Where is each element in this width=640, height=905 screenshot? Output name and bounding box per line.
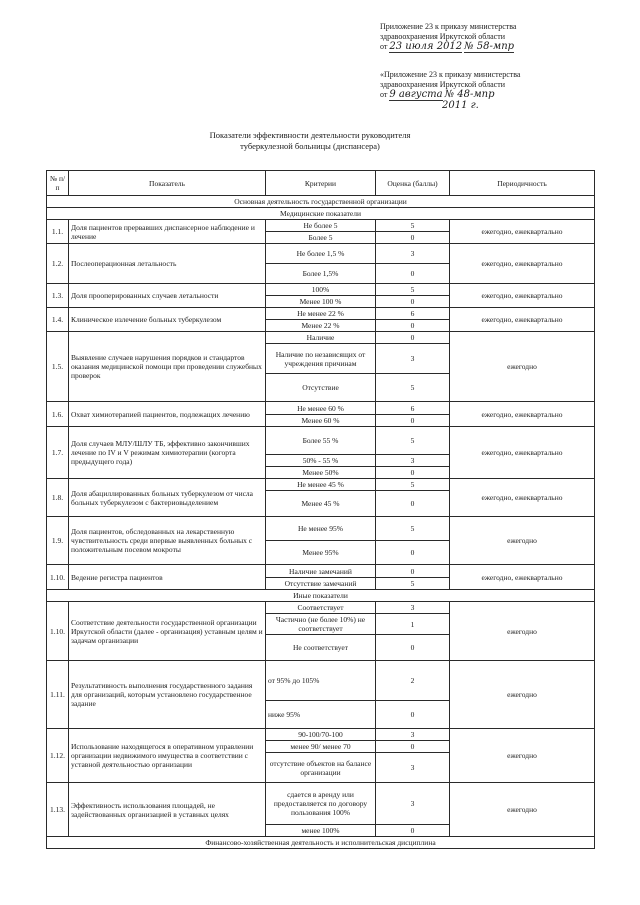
criterion: Соответствует [266,602,376,614]
periodicity: ежегодно, ежеквартально [450,427,595,479]
criterion: Более 5 [266,232,376,244]
score: 0 [376,467,450,479]
criterion: Менее 45 % [266,491,376,517]
criterion: менее 100% [266,825,376,837]
criterion: Менее 95% [266,541,376,565]
criterion: 90-100/70-100 [266,729,376,741]
criterion: Менее 60 % [266,415,376,427]
table-row [47,427,595,455]
score: 6 [376,402,450,415]
criterion: менее 90/ менее 70 [266,741,376,753]
indicators-table [46,170,595,849]
indicator-name: Послеоперационная летальность [69,244,266,284]
criterion: 50% - 55 % [266,455,376,467]
indicator-name: Ведение регистра пациентов [69,565,266,590]
indicator-name: Доля прооперированных случаев летальности [69,284,266,308]
criterion: сдается в аренду или предоставляется по договору пользования 100% [266,783,376,825]
header-line: «Приложение 23 к приказу министерства [380,70,521,79]
criterion: Менее 50% [266,467,376,479]
criterion: Частично (не более 10%) не соответствует [266,614,376,635]
row-number: 1.6. [47,402,69,427]
table-row [47,479,595,491]
indicator-name: Доля абациллированных больных туберкулезом от числа больных туберкулезом с бактериовыделением [69,479,266,517]
section-header: Медицинские показатели [47,208,595,220]
criterion: Не более 5 [266,220,376,232]
score: 0 [376,296,450,308]
score: 5 [376,374,450,402]
row-number: 1.9. [47,517,69,565]
criterion: Не более 1,5 % [266,244,376,264]
score: 5 [376,479,450,491]
table-row [47,565,595,578]
row-number: 1.2. [47,244,69,284]
row-number: 1.4. [47,308,69,332]
col-header-score: Оценка (баллы) [376,171,450,196]
periodicity: ежегодно, ежеквартально [450,402,595,427]
score: 5 [376,427,450,455]
score: 0 [376,332,450,344]
score: 0 [376,320,450,332]
periodicity: ежегодно [450,517,595,565]
table-row [47,517,595,541]
quoted-header [380,70,520,111]
row-number: 1.13. [47,783,69,837]
score: 0 [376,415,450,427]
criterion: Менее 100 % [266,296,376,308]
section-header: Иные показатели [47,590,595,602]
table-row [47,783,595,825]
order-header [380,22,516,53]
indicator-name: Соответствие деятельности государственной организации Иркутской области (далее - организация) уставным целям и задачам организации [69,602,266,661]
score: 0 [376,264,450,284]
indicator-name: Доля случаев МЛУ/ШЛУ ТБ, эффективно закончивших лечение по IV и V режимам химиотерапии (когорта предыдущего года) [69,427,266,479]
score: 3 [376,602,450,614]
periodicity: ежегодно, ежеквартально [450,479,595,517]
table-row [47,402,595,415]
handwritten-date: 23 июля 2012 [389,41,463,52]
handwritten-year: 2011 г. [442,100,479,111]
criterion: 100% [266,284,376,296]
criterion: Менее 22 % [266,320,376,332]
score: 6 [376,308,450,320]
header-date-line: от 9 августа № 48-мпр [380,89,495,100]
table-row [47,602,595,614]
indicator-name: Охват химиотерапией пациентов, подлежащих лечению [69,402,266,427]
indicator-name: Результативность выполнения государственного задания для организаций, которым установлено государственное задание [69,661,266,729]
col-header-period: Периодичность [450,171,595,196]
table-row [47,332,595,344]
handwritten-number: № 58-мпр [464,41,515,52]
table-row [47,244,595,264]
score: 3 [376,244,450,264]
score: 0 [376,825,450,837]
indicator-name: Клиническое излечение больных туберкулезом [69,308,266,332]
indicator-name: Использование находящегося в оперативном управлении организации недвижимого имущества в соответствии с уставной деятельностью организации [69,729,266,783]
header-line: здравоохранения Иркутской области [380,80,505,89]
periodicity: ежегодно [450,729,595,783]
periodicity: ежегодно [450,783,595,837]
periodicity: ежегодно [450,332,595,402]
table-row [47,661,595,701]
col-header-indicator: Показатель [69,171,266,196]
section-header: Финансово-хозяйственная деятельность и исполнительская дисциплина [47,837,595,849]
table-row [47,729,595,741]
row-number: 1.10. [47,565,69,590]
periodicity: ежегодно, ежеквартально [450,308,595,332]
section-header: Основная деятельность государственной организации [47,196,595,208]
score: 3 [376,753,450,783]
score: 5 [376,517,450,541]
criterion: Не менее 95% [266,517,376,541]
score: 3 [376,455,450,467]
table-header-row [47,171,595,196]
score: 0 [376,491,450,517]
criterion: отсутствие объектов на балансе организации [266,753,376,783]
indicator-name: Доля пациентов прервавших диспансерное наблюдение и лечение [69,220,266,244]
score: 0 [376,701,450,729]
criterion: Наличие замечаний [266,565,376,578]
header-line: Приложение 23 к приказу министерства [380,22,517,31]
score: 5 [376,578,450,590]
score: 0 [376,541,450,565]
periodicity: ежегодно, ежеквартально [450,284,595,308]
score: 1 [376,614,450,635]
indicator-name: Выявление случаев нарушения порядков и стандартов оказания медицинской помощи при проведении служебных проверок [69,332,266,402]
score: 2 [376,661,450,701]
row-number: 1.7. [47,427,69,479]
row-number: 1.1. [47,220,69,244]
criterion: Отсутствие [266,374,376,402]
header-line: здравоохранения Иркутской области [380,32,505,41]
score: 5 [376,284,450,296]
score: 0 [376,565,450,578]
periodicity: ежегодно [450,661,595,729]
score: 3 [376,344,450,374]
table-row [47,308,595,320]
score: 0 [376,232,450,244]
handwritten-number: № 48-мпр [444,89,495,100]
criterion: Отсутствие замечаний [266,578,376,590]
page-title: Показатели эффективности деятельности руководителя туберкулезной больницы (диспансера) [209,130,411,151]
score: 3 [376,783,450,825]
handwritten-date: 9 августа [389,89,443,100]
criterion: Не менее 60 % [266,402,376,415]
score: 0 [376,741,450,753]
score: 0 [376,635,450,661]
header-date-line: от 23 июля 2012 № 58-мпр [380,41,515,52]
periodicity: ежегодно, ежеквартально [450,220,595,244]
criterion: Не соответствует [266,635,376,661]
criterion: Наличие [266,332,376,344]
row-number: 1.8. [47,479,69,517]
criterion: ниже 95% [266,701,376,729]
periodicity: ежегодно, ежеквартально [450,244,595,284]
row-number: 1.11. [47,661,69,729]
row-number: 1.12. [47,729,69,783]
criterion: Более 55 % [266,427,376,455]
criterion: Более 1,5% [266,264,376,284]
col-header-criteria: Критерии [266,171,376,196]
indicator-name: Эффективность использования площадей, не задействованных организацией в уставных целях [69,783,266,837]
indicator-name: Доля пациентов, обследованных на лекарственную чувствительность среди впервые выявленных больных с положительным посевом мокроты [69,517,266,565]
criterion: от 95% до 105% [266,661,376,701]
criterion: Не менее 22 % [266,308,376,320]
periodicity: ежегодно, ежеквартально [450,565,595,590]
row-number: 1.3. [47,284,69,308]
row-number: 1.5. [47,332,69,402]
criterion: Не менее 45 % [266,479,376,491]
criterion: Наличие по независящих от учреждения причинам [266,344,376,374]
row-number: 1.10. [47,602,69,661]
periodicity: ежегодно [450,602,595,661]
score: 5 [376,220,450,232]
table-row [47,284,595,296]
table-row [47,220,595,232]
score: 3 [376,729,450,741]
col-header-num: № п/п [47,171,69,196]
